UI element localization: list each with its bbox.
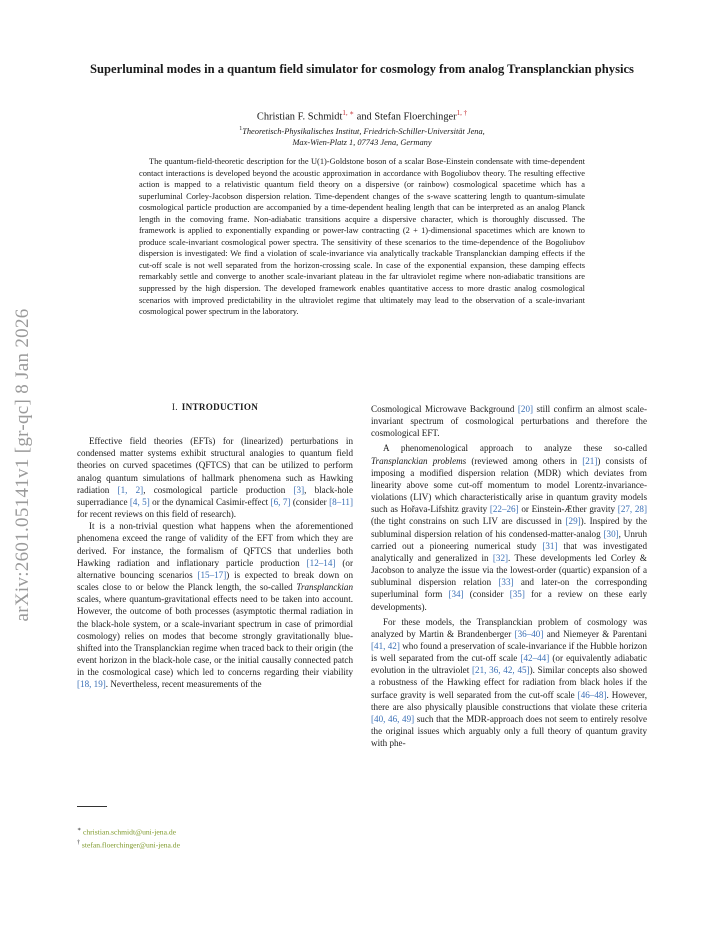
body-text: ). Inspired by the subluminal dispersion relation of his condensed-matter-analog [371, 516, 647, 539]
section-title: INTRODUCTION [181, 402, 259, 412]
citation-link[interactable]: [27, 28] [617, 504, 648, 515]
paragraph [77, 435, 353, 520]
citation-link[interactable]: [21, 36, 42, 45] [472, 665, 530, 676]
body-text: . These developments led Corley & Jacobson to analyze the issue via the lowest-order (quartic) expansion of a subluminal dispersion relation [371, 552, 647, 588]
citation-link[interactable]: [34] [448, 589, 464, 600]
body-text: for recent reviews on this field of research). [77, 509, 237, 520]
arxiv-identifier-stamp [8, 270, 38, 660]
body-text: and Niemeyer & Parentani [543, 628, 647, 639]
body-text: . However, there are also physically plausible constructions that violate these criteria [371, 689, 647, 712]
author-affiliation-mark[interactable]: 1, † [456, 109, 468, 117]
body-text: , Unruh carried out a pioneering numerical study [371, 528, 647, 551]
citation-link[interactable]: [1, 2] [117, 484, 144, 495]
author-name: Stefan Floerchinger [374, 111, 457, 123]
abstract: The quantum-field-theoretic description for the U(1)-Goldstone boson of a scalar Bose-Einstein condensate with time-dependent contact interactions is developed beyond the acoustic approximation in accordance with Bogoliubov theory. The resulting effective action is mapped to a relativistic quantum field theory on a dispersive (or rainbow) cosmological spacetime which has a superluminal Corley-Jacobson dispersion relation. Time-dependent changes of the s-wave scattering length to quantum-simulate cosmological particle production are accompanied by a time-dependent healing length that can be interpreted as an analog Planck length in the comoving frame. Non-adiabatic transitions acquire a dispersive character, which is thoroughly discussed. The framework is applied to exponentially expanding or power-law contracting (2 + 1)-dimensional spacetimes which are known to produce scale-invariant cosmological power spectra. The sensitivity of these scenarios to the time-dependence of the Bogoliubov dispersion is investigated: We find a violation of scale-invariance via analytically trackable Transplanckian damping effects if the cut-off scale is not well separated from the horizon-crossing scale. In case of the exponential expansion, these damping effects remarkably settle and converge to another scale-invariant plateau in the far ultraviolet regime where non-adiabatic transitions are suppressed by the high dispersion. The developed framework enables quantitative access to more drastic analog cosmological scenarios with improved predictability in the ultraviolet regime that ultimately may lead to the observation of a scale-invariant cosmological power spectrum in the laboratory. [139, 157, 585, 317]
emphasis-text: Transplanckian [296, 582, 353, 593]
citation-link[interactable]: [30] [603, 528, 619, 539]
citation-link[interactable]: [29] [565, 516, 581, 527]
citation-link[interactable]: [3] [293, 484, 305, 495]
body-text: (reviewed among others in [466, 455, 583, 466]
citation-link[interactable]: [40, 46, 49] [371, 713, 415, 724]
body-text: Cosmological Microwave Background [371, 404, 518, 414]
citation-link[interactable]: [46–48] [577, 689, 607, 700]
author-conjunction: and [354, 111, 375, 123]
body-text: for a review on these early developments). [371, 589, 647, 612]
body-text: or Einstein-Æther gravity [518, 504, 618, 515]
body-text: ). Similar concepts also showed a robustness of the Hawking effect for radiation from black holes if the surface gravity is well separated from the cut-off scale [371, 665, 647, 700]
affiliation-line: Theoretisch-Physikalisches Institut, Friedrich-Schiller-Universität Jena, [242, 126, 485, 136]
body-text: ) consists of imposing a modified dispersion relation (MDR) which deviates from linearity above some cut-off momentum to model Lorentz-invariance-violations (LIV) which characteristically arise in quantum gravity models such as Hořava-Lifshitz gravity [371, 455, 647, 515]
paper-title: Superluminal modes in a quantum field simulator for cosmology from analog Transplanckian physics [90, 62, 634, 76]
footnote-email [77, 838, 353, 851]
citation-link[interactable]: [31] [542, 540, 558, 551]
citation-link[interactable]: [15–17] [197, 569, 227, 580]
body-text: (or equivalently adiabatic evolution in the ultraviolet [371, 653, 647, 676]
citation-link[interactable]: [41, 42] [371, 640, 400, 651]
citation-link[interactable]: [12–14] [306, 557, 336, 568]
body-text: , black-hole superradiance [77, 484, 353, 507]
citation-link[interactable]: [32] [492, 552, 509, 563]
right-column [371, 403, 647, 749]
paragraph [371, 403, 647, 439]
citation-link[interactable]: [35] [509, 589, 525, 600]
body-text: (consider [463, 589, 510, 600]
section-number: I. [171, 402, 178, 412]
paragraph [371, 616, 647, 750]
email-link[interactable]: stefan.floerchinger@uni-jena.de [81, 840, 180, 850]
body-text: (consider [290, 496, 330, 507]
citation-link[interactable]: [33] [498, 577, 514, 588]
body-text: . Nevertheless, recent measurements of the [105, 679, 262, 690]
citation-link[interactable]: [22–26] [489, 504, 519, 515]
body-text: scales, where quantum-gravitational effects need to be taken into account. However, the outcome of both processes (asymptotic thermal radiation in the black-hole system, or a scale-invariant spectrum in case of primordial cosmology) relies on modes that become strongly gravitationally blue-shifted into the Transplanckian regime when traced back to their origin (the event horizon in the black-hole case, or the initial causally connected patch in the cosmological case) which led to concerns regarding their viability [77, 594, 353, 678]
footnote-separator [77, 806, 107, 807]
citation-link[interactable]: [36–40] [514, 628, 544, 639]
section-heading [77, 401, 353, 413]
affiliation-mark: 1 [239, 126, 243, 132]
affiliation [120, 124, 604, 149]
body-text: such that the MDR-approach does not seem to entirely resolve the original issues which arguably only a full theory of quantum gravity with phe- [371, 713, 647, 749]
footnotes [77, 825, 353, 850]
body-text: It is a non-trivial question what happens when the aforementioned phenomena exceed the range of validity of the EFT from which they are derived. For instance, the formalism of QFTCS that underlies both Hawking radiation and inflationary particle production [77, 521, 353, 568]
affiliation-line: Max-Wien-Platz 1, 07743 Jena, Germany [292, 138, 432, 148]
body-text: (the tight constrains on such LIV are discussed in [371, 516, 566, 527]
body-text: For these models, the Transplanckian problem of cosmology was analyzed by Martin & Brandenberger [371, 616, 647, 639]
paragraph [77, 520, 353, 690]
footnote-email [77, 825, 353, 838]
citation-link[interactable]: [20] [517, 404, 534, 414]
paragraph [371, 442, 647, 612]
left-column [77, 401, 353, 690]
body-text: (or alternative bouncing scenarios [77, 557, 353, 580]
body-text: A phenomenological approach to analyze these so-called [383, 443, 647, 454]
citation-link[interactable]: [6, 7] [270, 496, 291, 507]
body-text: , cosmological particle production [143, 484, 294, 495]
email-link[interactable]: christian.schmidt@uni-jena.de [82, 827, 177, 837]
author-list [86, 107, 638, 123]
author-name: Christian F. Schmidt [256, 111, 343, 123]
footnote-mark: ∗ [77, 827, 82, 833]
body-text: still confirm an almost scale-invariant spectrum of cosmological perturbations and therefore the cosmological EFT. [371, 404, 647, 439]
body-text: or the dynamical Casimir-effect [149, 496, 271, 507]
citation-link[interactable]: [21] [582, 455, 598, 466]
footnote-mark: † [77, 839, 80, 846]
body-text: and later-on the corresponding superluminal form [371, 577, 647, 600]
body-text: ) is expected to break down on scales close to or below the Planck length, the so-called [77, 569, 354, 593]
body-text: who found a preservation of scale-invariance if the Hubble horizon is well separated from the cut-off scale [371, 640, 647, 664]
body-text: that was investigated analytically and generalized in [371, 540, 647, 563]
body-text: Effective field theories (EFTs) for (linearized) perturbations in condensed matter systems exhibit structural analogies to quantum field theories on curved spacetimes (QFTCS) that can be utilized to perform analog quantum simulations of hallmark phenomena such as Hawking radiation [77, 436, 353, 495]
author-affiliation-mark[interactable]: 1, ∗ [342, 109, 355, 117]
citation-link[interactable]: [8–11] [329, 496, 353, 507]
arxiv-stamp-text: arXiv:2601.05141v1 [gr-qc] 8 Jan 2026 [12, 308, 33, 622]
emphasis-text: Transplanckian problems [371, 455, 467, 466]
citation-link[interactable]: [4, 5] [129, 496, 150, 507]
citation-link[interactable]: [18, 19] [77, 679, 106, 690]
citation-link[interactable]: [42–44] [520, 653, 550, 664]
